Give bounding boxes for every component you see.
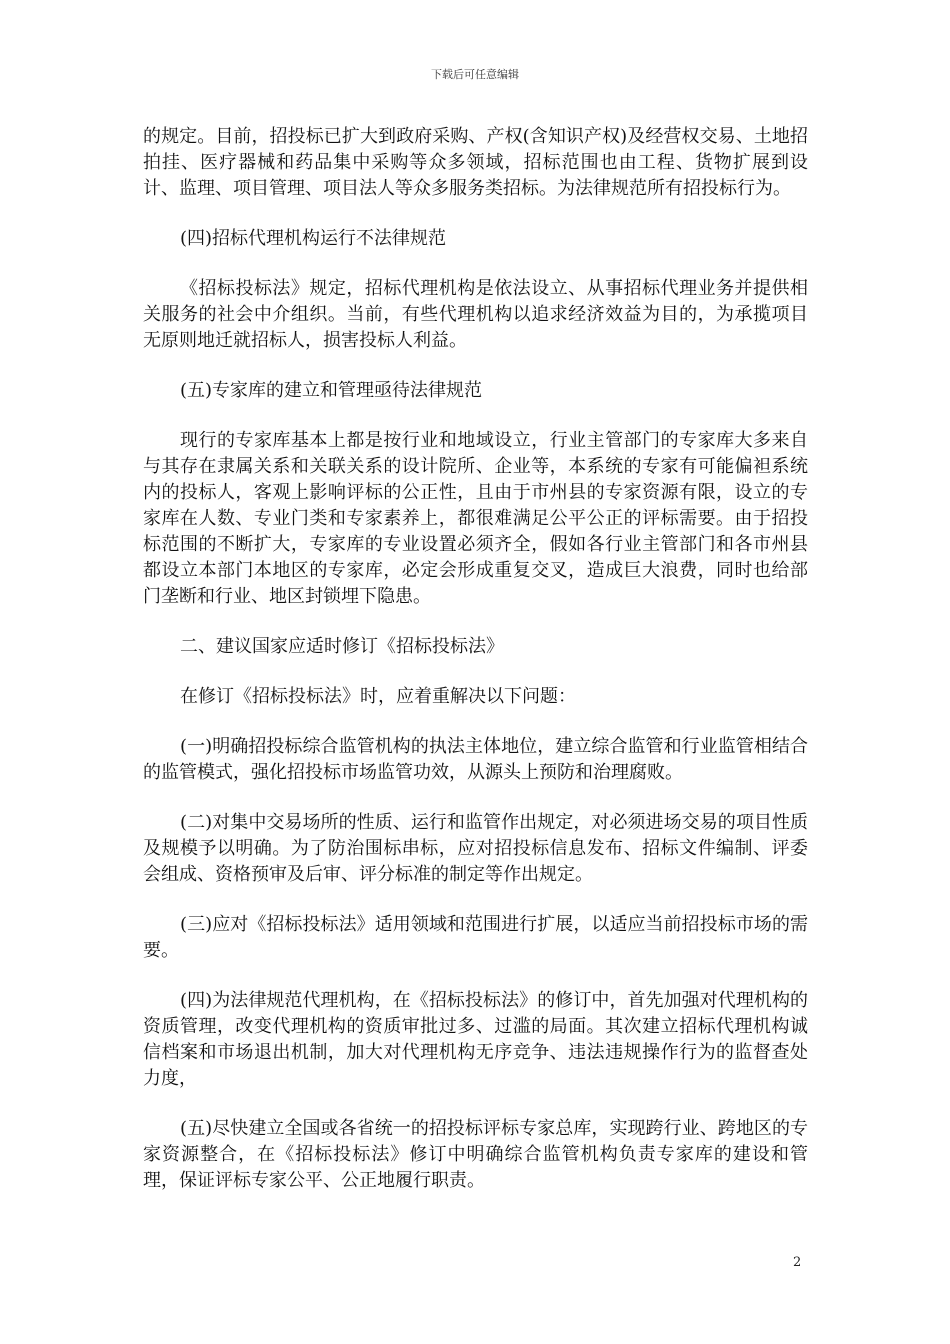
list-item-3: (三)应对《招标投标法》适用领域和范围进行扩展，以适应当前招投标市场的需要。 xyxy=(143,914,808,961)
paragraph: 《招标投标法》规定，招标代理机构是依法设立、从事招标代理业务并提供相关服务的社会中介组织。当前，有些代理机构以追求经济效益为目的，为承揽项目无原则地迁就招标人，损害投标人利益。 xyxy=(143,278,808,351)
section-heading-5: (五)专家库的建立和管理亟待法律规范 xyxy=(180,380,483,401)
list-item-5: (五)尽快建立全国或各省统一的招投标评标专家总库，实现跨行业、跨地区的专家资源整合，在《招标投标法》修订中明确综合监管机构负责专家库的建设和管理，保证评标专家公平、公正地履行职责。 xyxy=(143,1118,808,1191)
paragraph: 在修订《招标投标法》时，应着重解决以下问题： xyxy=(180,686,576,707)
list-item-1: (一)明确招投标综合监管机构的执法主体地位，建立综合监管和行业监管相结合的监管模式，强化招投标市场监管功效，从源头上预防和治理腐败。 xyxy=(143,736,808,783)
header-note: 下载后可任意编辑 xyxy=(431,68,519,81)
paragraph-continuation: 的规定。目前，招投标已扩大到政府采购、产权(含知识产权)及经营权交易、土地招拍挂、医疗器械和药品集中采购等众多领域，招标范围也由工程、货物扩展到设计、监理、项目管理、项目法人等众多服务类招标。为法律规范所有招投标行为。 xyxy=(143,126,808,199)
section-heading-4: (四)招标代理机构运行不法律规范 xyxy=(180,228,447,249)
list-item-4: (四)为法律规范代理机构，在《招标投标法》的修订中，首先加强对代理机构的资质管理，改变代理机构的资质审批过多、过滥的局面。其次建立招标代理机构诚信档案和市场退出机制，加大对代理机构无序竞争、违法违规操作行为的监督查处力度， xyxy=(143,990,808,1089)
page-number: 2 xyxy=(793,1255,802,1270)
chapter-heading-2: 二、建议国家应适时修订《招标投标法》 xyxy=(180,636,504,657)
list-item-2: (二)对集中交易场所的性质、运行和监管作出规定，对必须进场交易的项目性质及规模予以明确。为了防治围标串标，应对招投标信息发布、招标文件编制、评委会组成、资格预审及后审、评分标准的制定等作出规定。 xyxy=(143,812,808,885)
document-body xyxy=(143,124,808,1218)
paragraph: 现行的专家库基本上都是按行业和地域设立，行业主管部门的专家库大多来自与其存在隶属关系和关联关系的设计院所、企业等，本系统的专家有可能偏袒系统内的投标人，客观上影响评标的公正性，且由于市州县的专家资源有限，设立的专家库在人数、专业门类和专家素养上，都很难满足公平公正的评标需要。由于招投标范围的不断扩大，专家库的专业设置必须齐全，假如各行业主管部门和各市州县都设立本部门本地区的专家库，必定会形成重复交叉，造成巨大浪费，同时也给部门垄断和行业、地区封锁埋下隐患。 xyxy=(143,430,808,607)
